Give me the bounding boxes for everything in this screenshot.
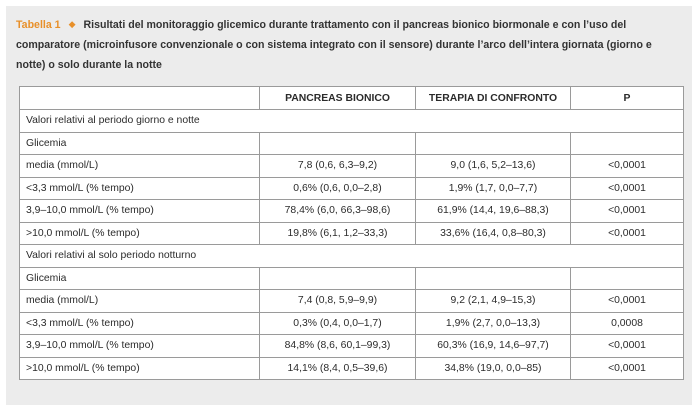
table-row	[20, 335, 684, 358]
row-label: <3,3 mmol/L (% tempo)	[20, 177, 260, 200]
cell-terapia-confronto: 33,6% (16,4, 0,8–80,3)	[416, 222, 571, 245]
cell-p-value: <0,0001	[571, 155, 684, 178]
table-caption	[16, 15, 684, 75]
table-row	[20, 357, 684, 380]
diamond-icon: ◆	[68, 19, 76, 29]
header-cell-pancreas-bionico: PANCREAS BIONICO	[260, 87, 416, 110]
section-row	[20, 245, 684, 268]
header-cell-empty	[20, 87, 260, 110]
cell-p-value: <0,0001	[571, 357, 684, 380]
cell-p-value: <0,0001	[571, 335, 684, 358]
empty-cell	[571, 267, 684, 290]
cell-pancreas-bionico: 78,4% (6,0, 66,3–98,6)	[260, 200, 416, 223]
row-label: media (mmol/L)	[20, 290, 260, 313]
cell-terapia-confronto: 1,9% (1,7, 0,0–7,7)	[416, 177, 571, 200]
empty-cell	[260, 132, 416, 155]
table-panel	[6, 6, 692, 405]
table-row	[20, 290, 684, 313]
table-title: Risultati del monitoraggio glicemico durante trattamento con il pancreas bionico biormonale e con l’uso del comparatore (microinfusore convenzionale o con sistema integrato con il sensore) durante l’arco dell’intera giornata (giorno e notte) o solo durante la notte	[16, 19, 652, 71]
subsection-row	[20, 132, 684, 155]
cell-terapia-confronto: 9,2 (2,1, 4,9–15,3)	[416, 290, 571, 313]
table-row	[20, 177, 684, 200]
cell-p-value: <0,0001	[571, 290, 684, 313]
table-row	[20, 222, 684, 245]
cell-pancreas-bionico: 0,3% (0,4, 0,0–1,7)	[260, 312, 416, 335]
cell-pancreas-bionico: 14,1% (8,4, 0,5–39,6)	[260, 357, 416, 380]
empty-cell	[416, 132, 571, 155]
cell-pancreas-bionico: 19,8% (6,1, 1,2–33,3)	[260, 222, 416, 245]
cell-terapia-confronto: 9,0 (1,6, 5,2–13,6)	[416, 155, 571, 178]
header-cell-p: P	[571, 87, 684, 110]
empty-cell	[260, 267, 416, 290]
cell-pancreas-bionico: 0,6% (0,6, 0,0–2,8)	[260, 177, 416, 200]
cell-p-value: <0,0001	[571, 200, 684, 223]
section-title: Valori relativi al solo periodo notturno	[20, 245, 684, 268]
cell-pancreas-bionico: 7,8 (0,6, 6,3–9,2)	[260, 155, 416, 178]
row-label: 3,9–10,0 mmol/L (% tempo)	[20, 200, 260, 223]
row-label: <3,3 mmol/L (% tempo)	[20, 312, 260, 335]
subsection-row	[20, 267, 684, 290]
cell-p-value: 0,0008	[571, 312, 684, 335]
table-label: Tabella 1	[16, 19, 61, 31]
cell-terapia-confronto: 34,8% (19,0, 0,0–85)	[416, 357, 571, 380]
row-label: 3,9–10,0 mmol/L (% tempo)	[20, 335, 260, 358]
results-table	[19, 86, 684, 380]
cell-p-value: <0,0001	[571, 177, 684, 200]
row-label: >10,0 mmol/L (% tempo)	[20, 222, 260, 245]
cell-pancreas-bionico: 7,4 (0,8, 5,9–9,9)	[260, 290, 416, 313]
row-label: media (mmol/L)	[20, 155, 260, 178]
cell-terapia-confronto: 61,9% (14,4, 19,6–88,3)	[416, 200, 571, 223]
table-row	[20, 200, 684, 223]
cell-p-value: <0,0001	[571, 222, 684, 245]
cell-pancreas-bionico: 84,8% (8,6, 60,1–99,3)	[260, 335, 416, 358]
table-row	[20, 312, 684, 335]
row-label: >10,0 mmol/L (% tempo)	[20, 357, 260, 380]
table-header-row	[20, 87, 684, 110]
subsection-title: Glicemia	[20, 267, 260, 290]
table-row	[20, 155, 684, 178]
cell-terapia-confronto: 1,9% (2,7, 0,0–13,3)	[416, 312, 571, 335]
empty-cell	[571, 132, 684, 155]
empty-cell	[416, 267, 571, 290]
header-cell-terapia-confronto: TERAPIA DI CONFRONTO	[416, 87, 571, 110]
section-title: Valori relativi al periodo giorno e notte	[20, 110, 684, 133]
section-row	[20, 110, 684, 133]
subsection-title: Glicemia	[20, 132, 260, 155]
cell-terapia-confronto: 60,3% (16,9, 14,6–97,7)	[416, 335, 571, 358]
